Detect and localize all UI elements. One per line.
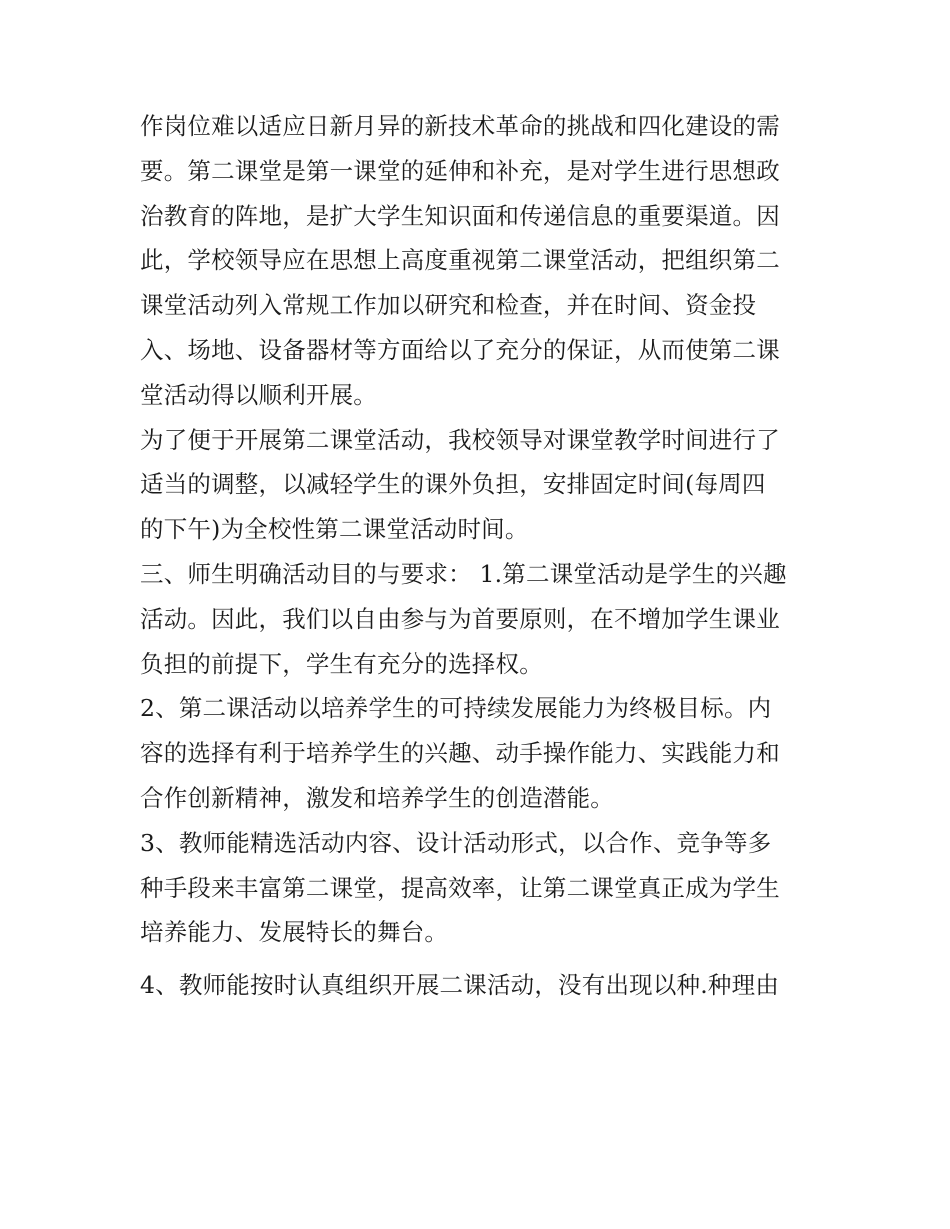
text-line: 适当的调整，以减轻学生的课外负担，安排固定时间(每周四 xyxy=(140,470,766,499)
document-body xyxy=(140,104,820,1008)
text-line: 入、场地、设备器材等方面给以了充分的保证，从而使第二课 xyxy=(140,335,780,364)
text-line: 4、教师能按时认真组织开展二课活动，没有出现以种.种理由 xyxy=(140,971,780,1000)
text-line: 堂活动得以顺利开展。 xyxy=(140,380,377,409)
line-gap xyxy=(140,955,820,963)
text-line: 三、师生明确活动目的与要求： 1.第二课堂活动是学生的兴趣 xyxy=(140,559,787,588)
text-line: 课堂活动列入常规工作加以研究和检查，并在时间、资金投 xyxy=(140,291,757,320)
text-line: 此，学校领导应在思想上高度重视第二课堂活动，把组织第二 xyxy=(140,246,780,275)
text-line: 2、第二课活动以培养学生的可持续发展能力为终极目标。内 xyxy=(140,694,772,723)
text-line: 的下午)为全校性第二课堂活动时间。 xyxy=(140,515,529,544)
text-line: 治教育的阵地，是扩大学生知识面和传递信息的重要渠道。因 xyxy=(140,201,780,230)
text-line: 作岗位难以适应日新月异的新技术革命的挑战和四化建设的需 xyxy=(140,112,780,140)
text-line: 容的选择有利于培养学生的兴趣、动手操作能力、实践能力和 xyxy=(140,739,780,768)
text-line: 负担的前提下，学生有充分的选择权。 xyxy=(140,649,543,678)
text-line: 要。第二课堂是第一课堂的延伸和补充，是对学生进行思想政 xyxy=(140,156,780,185)
text-line: 为了便于开展第二课堂活动，我校领导对课堂教学时间进行了 xyxy=(140,425,780,454)
text-line: 种手段来丰富第二课堂，提高效率，让第二课堂真正成为学生 xyxy=(140,873,780,902)
text-line: 3、教师能精选活动内容、设计活动形式，以合作、竞争等多 xyxy=(140,828,772,857)
text-line: 活动。因此，我们以自由参与为首要原则，在不增加学生课业 xyxy=(140,604,780,633)
text-line: 培养能力、发展特长的舞台。 xyxy=(140,918,449,947)
text-line: 合作创新精神，激发和培养学生的创造潜能。 xyxy=(140,783,614,812)
